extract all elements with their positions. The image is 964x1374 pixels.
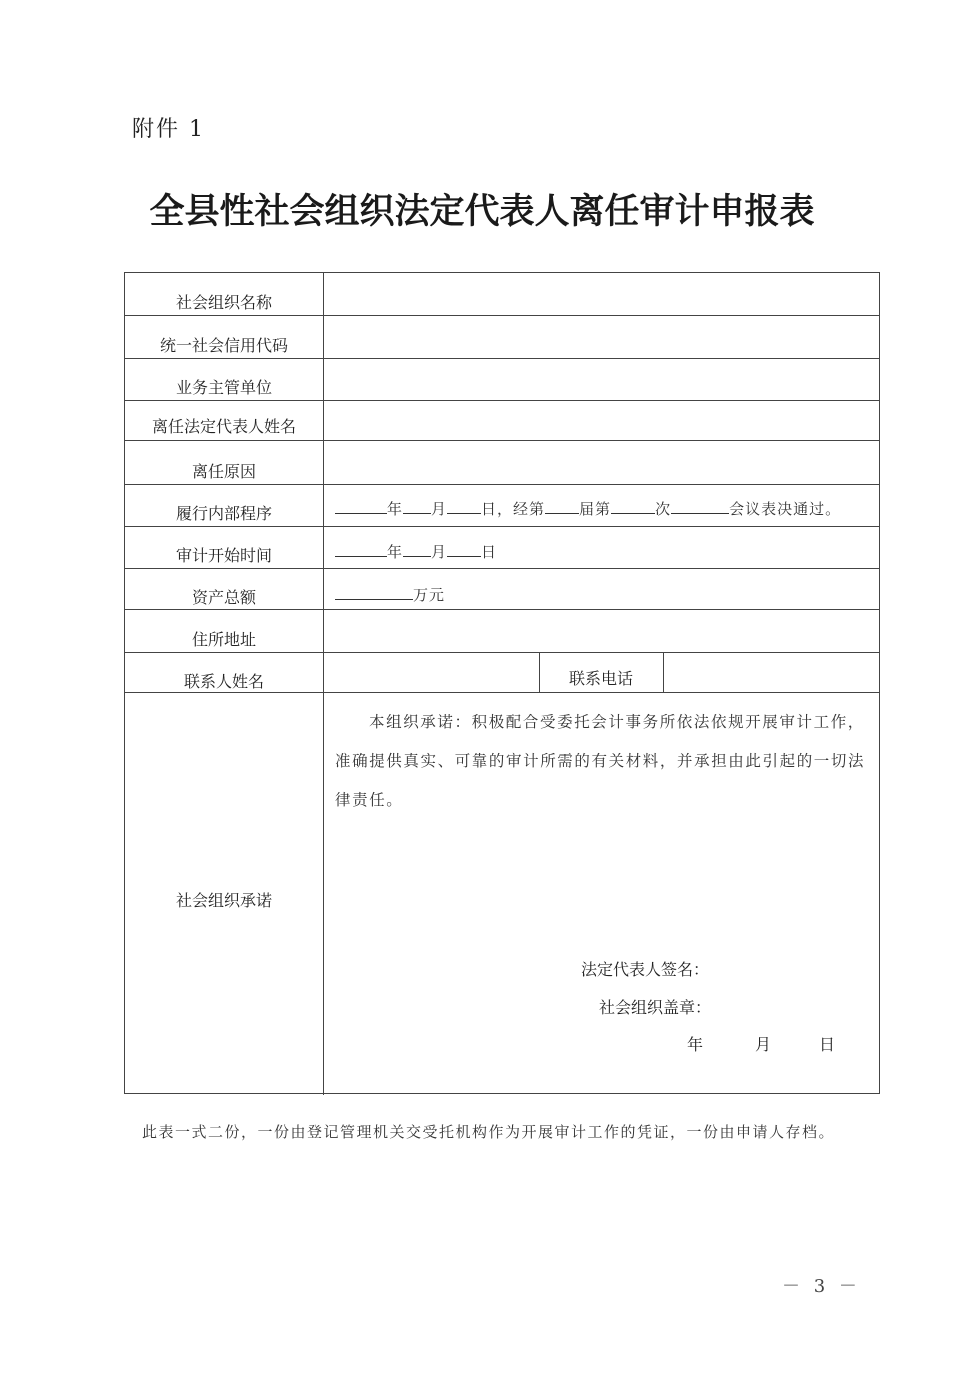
commitment-date-year: 年 bbox=[687, 1035, 704, 1054]
blank-session[interactable] bbox=[545, 499, 579, 514]
assets-unit-text: 万元 bbox=[413, 586, 446, 604]
label-commitment: 社会组织承诺 bbox=[175, 891, 272, 910]
audit-start-line bbox=[335, 541, 497, 562]
row-divider bbox=[125, 358, 879, 359]
blank-year[interactable] bbox=[335, 499, 387, 514]
blank-audit-year[interactable] bbox=[335, 542, 387, 557]
procedure-line bbox=[335, 498, 841, 519]
form-title: 全县性社会组织法定代表人离任审计申报表 bbox=[149, 191, 815, 232]
label-audit-start: 审计开始时间 bbox=[175, 546, 272, 565]
audit-year-text: 年 bbox=[387, 543, 404, 561]
label-contact-phone: 联系电话 bbox=[568, 669, 633, 688]
month-text: 月 bbox=[431, 500, 448, 518]
label-credit-code: 统一社会信用代码 bbox=[159, 336, 288, 355]
label-contact-name: 联系人姓名 bbox=[183, 672, 264, 691]
label-address: 住所地址 bbox=[191, 630, 256, 649]
label-internal-procedure: 履行内部程序 bbox=[175, 504, 272, 523]
session-text: 届第 bbox=[579, 500, 612, 518]
meeting-suffix-text: 会议表决通过。 bbox=[729, 500, 842, 518]
commitment-text: 本组织承诺：积极配合受委托会计事务所依法依规开展审计工作，准确提供真实、可靠的审计所需的有关材料，并承担由此引起的一切法律责任。 bbox=[335, 713, 866, 809]
application-form-table bbox=[124, 272, 880, 1094]
label-supervising-unit: 业务主管单位 bbox=[175, 378, 272, 397]
assets-line bbox=[335, 584, 445, 605]
label-total-assets: 资产总额 bbox=[191, 588, 256, 607]
blank-day[interactable] bbox=[447, 499, 481, 514]
commitment-date-day: 日 bbox=[819, 1035, 836, 1054]
blank-month[interactable] bbox=[403, 499, 431, 514]
row-divider bbox=[125, 526, 879, 527]
label-leaving-reason: 离任原因 bbox=[191, 462, 256, 481]
attachment-label: 附件 1 bbox=[132, 117, 205, 142]
row-divider bbox=[125, 652, 879, 653]
day-text: 日，经第 bbox=[481, 500, 546, 518]
row-divider bbox=[125, 568, 879, 569]
legal-rep-signature-label: 法定代表人签名： bbox=[581, 960, 710, 979]
row-divider bbox=[125, 484, 879, 485]
page-number: － 3 － bbox=[782, 1276, 861, 1297]
row-divider bbox=[125, 692, 879, 693]
row-divider bbox=[125, 315, 879, 316]
blank-assets[interactable] bbox=[335, 585, 413, 600]
blank-meeting[interactable] bbox=[671, 499, 729, 514]
blank-audit-month[interactable] bbox=[403, 542, 431, 557]
label-outgoing-rep-name: 离任法定代表人姓名 bbox=[151, 417, 296, 436]
org-seal-label: 社会组织盖章： bbox=[599, 998, 712, 1017]
column-divider bbox=[663, 652, 664, 692]
blank-audit-day[interactable] bbox=[447, 542, 481, 557]
audit-day-text: 日 bbox=[481, 543, 498, 561]
label-org-name: 社会组织名称 bbox=[175, 293, 272, 312]
row-divider bbox=[125, 440, 879, 441]
footnote: 此表一式二份，一份由登记管理机关交受托机构作为开展审计工作的凭证，一份由申请人存档。 bbox=[142, 1123, 836, 1141]
times-text: 次 bbox=[655, 500, 672, 518]
audit-month-text: 月 bbox=[431, 543, 448, 561]
year-text: 年 bbox=[387, 500, 404, 518]
row-divider bbox=[125, 400, 879, 401]
column-divider bbox=[323, 273, 324, 1095]
commitment-date-month: 月 bbox=[755, 1035, 772, 1054]
row-divider bbox=[125, 609, 879, 610]
blank-times[interactable] bbox=[611, 499, 655, 514]
